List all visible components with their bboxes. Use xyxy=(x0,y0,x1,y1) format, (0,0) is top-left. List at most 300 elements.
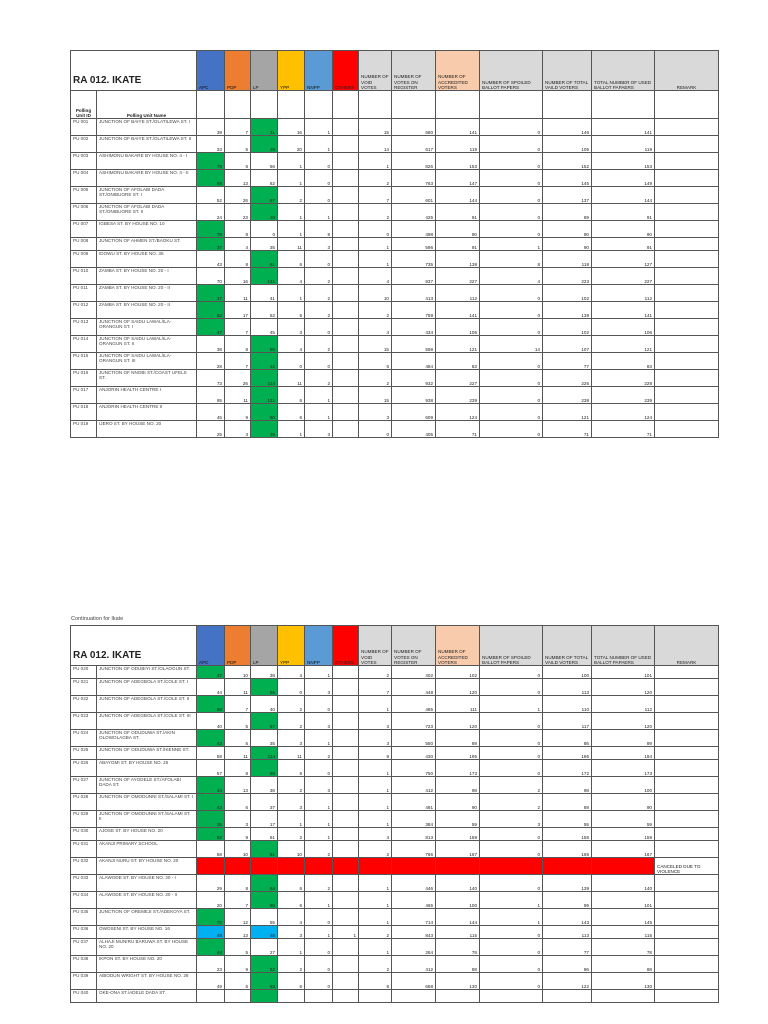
cell-apc: 57 xyxy=(197,760,225,777)
polling-unit-id: PU 019 xyxy=(71,421,97,438)
cell-valid: 90 xyxy=(543,221,592,238)
cell-pdp: 23 xyxy=(225,204,251,221)
cell-spoiled: 0 xyxy=(480,404,543,421)
cell-ypp: 2 xyxy=(278,696,305,713)
table-row xyxy=(71,956,719,973)
cell-pdp: 7 xyxy=(225,319,251,336)
cell-ypp: 2 xyxy=(278,828,305,841)
table-row xyxy=(71,909,719,926)
empty-cell xyxy=(359,91,392,119)
polling-unit-id: PU 033 xyxy=(71,875,97,892)
polling-unit-name: ALAWODE ST. BY HOUSE NO. 20 - II xyxy=(97,892,197,909)
cell-others xyxy=(333,858,359,875)
cell-void xyxy=(359,858,392,875)
cell-used: 194 xyxy=(592,747,655,760)
cell-lp: 17 xyxy=(251,811,278,828)
table-row xyxy=(71,153,719,170)
cell-ypp: 3 xyxy=(278,926,305,939)
cell-apc: 95 xyxy=(197,387,225,404)
cell-lp: 52 xyxy=(251,302,278,319)
cell-lp: 36 xyxy=(251,777,278,794)
cell-register: 413 xyxy=(392,285,436,302)
metric-header-register: NUMBER OF VOTES ON REGISTER xyxy=(392,626,436,666)
cell-lp: 45 xyxy=(251,319,278,336)
cell-valid: 146 xyxy=(543,119,592,136)
cell-register: 498 xyxy=(392,221,436,238)
polling-unit-name: JUNCTION OF OMODUNNI ST./SALAMI ST. II xyxy=(97,811,197,828)
cell-nnpp xyxy=(305,990,333,1003)
empty-cell xyxy=(592,91,655,119)
cell-pdp: 10 xyxy=(225,666,251,679)
cell-pdp: 12 xyxy=(225,909,251,926)
cell-register: 485 xyxy=(392,696,436,713)
cell-accredited: 124 xyxy=(436,404,480,421)
cell-accredited xyxy=(436,858,480,875)
cell-ypp: 3 xyxy=(278,730,305,747)
cell-nnpp: 1 xyxy=(305,828,333,841)
cell-valid: 118 xyxy=(543,251,592,268)
cell-used: 59 xyxy=(592,811,655,828)
cell-spoiled: 0 xyxy=(480,973,543,990)
cell-remark xyxy=(655,956,719,973)
cell-lp: 42 xyxy=(251,353,278,370)
cell-valid: 77 xyxy=(543,353,592,370)
cell-pdp: 3 xyxy=(225,421,251,438)
cell-lp: 55 xyxy=(251,336,278,353)
table-row xyxy=(71,939,719,956)
cell-others xyxy=(333,713,359,730)
cell-valid: 113 xyxy=(543,926,592,939)
cell-register: 434 xyxy=(392,319,436,336)
header-row xyxy=(71,51,719,91)
cell-pdp: 11 xyxy=(225,747,251,760)
cell-apc: 35 xyxy=(197,811,225,828)
cell-spoiled: 8 xyxy=(480,251,543,268)
polling-unit-id: PU 003 xyxy=(71,153,97,170)
cell-others: 1 xyxy=(333,926,359,939)
cell-spoiled: 0 xyxy=(480,204,543,221)
polling-unit-name: OWOSENI ST. BY HOUSE NO. 16 xyxy=(97,926,197,939)
cell-accredited: 159 xyxy=(436,828,480,841)
cell-spoiled: 4 xyxy=(480,268,543,285)
empty-cell xyxy=(197,91,225,119)
cell-remark xyxy=(655,909,719,926)
party-header-apc: APC xyxy=(197,51,225,91)
polling-unit-id: PU 032 xyxy=(71,858,97,875)
cell-nnpp: 1 xyxy=(305,892,333,909)
cell-pdp: 16 xyxy=(225,268,251,285)
cell-void: 2 xyxy=(359,666,392,679)
cell-nnpp: 0 xyxy=(305,696,333,713)
cell-remark xyxy=(655,828,719,841)
cell-spoiled xyxy=(480,858,543,875)
cell-nnpp: 2 xyxy=(305,875,333,892)
cell-pdp: 7 xyxy=(225,696,251,713)
cell-void: 8 xyxy=(359,973,392,990)
cell-ypp: 1 xyxy=(278,811,305,828)
cell-used: 167 xyxy=(592,841,655,858)
cell-accredited: 115 xyxy=(436,926,480,939)
cell-remark xyxy=(655,892,719,909)
metric-header-accredited: NUMBER OF ACCREDITED VOTERS xyxy=(436,51,480,91)
cell-pdp: 5 xyxy=(225,973,251,990)
cell-register: 448 xyxy=(392,679,436,696)
cell-lp: 40 xyxy=(251,204,278,221)
cell-others xyxy=(333,747,359,760)
cell-lp: 52 xyxy=(251,956,278,973)
cell-used: 127 xyxy=(592,251,655,268)
cell-apc: 44 xyxy=(197,777,225,794)
cell-remark: CANCELED DUE TO VIOLENCE xyxy=(655,858,719,875)
cell-valid: 86 xyxy=(543,730,592,747)
cell-lp: 48 xyxy=(251,926,278,939)
polling-unit-name: JUNCTION OF ADEGBOLA ST./COLE ST. I xyxy=(97,679,197,696)
table-row xyxy=(71,187,719,204)
cell-nnpp: 0 xyxy=(305,170,333,187)
cell-spoiled: 0 xyxy=(480,666,543,679)
cell-remark xyxy=(655,811,719,828)
polling-unit-id: PU 014 xyxy=(71,336,97,353)
cell-others xyxy=(333,909,359,926)
cell-nnpp: 0 xyxy=(305,973,333,990)
cell-apc: 23 xyxy=(197,956,225,973)
polling-unit-name: JUNCTION OF OMODUNNI ST./SALAMI ST. I xyxy=(97,794,197,811)
cell-accredited: 153 xyxy=(436,153,480,170)
cell-accredited: 59 xyxy=(436,811,480,828)
cell-others xyxy=(333,696,359,713)
cell-lp: 131 xyxy=(251,268,278,285)
cell-apc: 52 xyxy=(197,187,225,204)
cell-lp: 94 xyxy=(251,875,278,892)
cell-lp: 27 xyxy=(251,939,278,956)
cell-spoiled: 0 xyxy=(480,187,543,204)
party-header-nnpp: NNPP xyxy=(305,626,333,666)
cell-register: 601 xyxy=(392,187,436,204)
cell-ypp: 20 xyxy=(278,136,305,153)
table-row xyxy=(71,319,719,336)
empty-cell xyxy=(278,91,305,119)
cell-lp: 114 xyxy=(251,370,278,387)
table-row xyxy=(71,875,719,892)
cell-void: 4 xyxy=(359,319,392,336)
cell-nnpp: 2 xyxy=(305,841,333,858)
cell-accredited: 173 xyxy=(436,760,480,777)
cell-pdp: 26 xyxy=(225,370,251,387)
cell-apc: 58 xyxy=(197,841,225,858)
cell-nnpp: 1 xyxy=(305,811,333,828)
cell-apc: 25 xyxy=(197,421,225,438)
cell-ypp: 3 xyxy=(278,794,305,811)
cell-void: 14 xyxy=(359,136,392,153)
cell-apc: 20 xyxy=(197,892,225,909)
cell-accredited: 141 xyxy=(436,302,480,319)
polling-unit-name: JUNCTION OF ODUBIYI ST./OLAOGUN ST. xyxy=(97,666,197,679)
polling-unit-id: PU 029 xyxy=(71,811,97,828)
cell-spoiled: 0 xyxy=(480,302,543,319)
cell-nnpp: 1 xyxy=(305,136,333,153)
polling-unit-name: JUNCTION OF SAIDU LAWAL/ILA-ORANGUN ST. II xyxy=(97,336,197,353)
cell-accredited: 138 xyxy=(436,251,480,268)
cell-valid: 165 xyxy=(543,841,592,858)
cell-used: 144 xyxy=(592,187,655,204)
polling-unit-name: JUNCTION OF SAIDU LAWAL/ILA-ORANGUN ST. I xyxy=(97,319,197,336)
cell-valid: 139 xyxy=(543,302,592,319)
polling-unit-name: JUNCTION OF ODUDUWA ST./IKENNE ST. xyxy=(97,747,197,760)
cell-spoiled: 0 xyxy=(480,841,543,858)
cell-ypp: 1 xyxy=(278,221,305,238)
cell-remark xyxy=(655,119,719,136)
cell-void: 0 xyxy=(359,221,392,238)
cell-accredited xyxy=(436,990,480,1003)
cell-valid: 107 xyxy=(543,336,592,353)
cell-valid: 155 xyxy=(543,828,592,841)
cell-void: 7 xyxy=(359,187,392,204)
cell-pdp: 5 xyxy=(225,939,251,956)
cell-register: 446 xyxy=(392,875,436,892)
table-row xyxy=(71,730,719,747)
results-table-2 xyxy=(70,625,719,1003)
cell-nnpp: 1 xyxy=(305,730,333,747)
polling-unit-id: PU 020 xyxy=(71,666,97,679)
cell-nnpp: 3 xyxy=(305,679,333,696)
cell-accredited: 71 xyxy=(436,421,480,438)
cell-void: 9 xyxy=(359,747,392,760)
cell-nnpp: 1 xyxy=(305,926,333,939)
cell-nnpp: 1 xyxy=(305,404,333,421)
cell-pdp: 4 xyxy=(225,238,251,251)
cell-pdp: 8 xyxy=(225,221,251,238)
cell-accredited: 120 xyxy=(436,679,480,696)
cell-spoiled: 0 xyxy=(480,828,543,841)
cell-spoiled: 0 xyxy=(480,319,543,336)
polling-unit-name: ALAWODE ST. BY HOUSE NO. 20 - I xyxy=(97,875,197,892)
table-row xyxy=(71,119,719,136)
cell-spoiled: 0 xyxy=(480,956,543,973)
metric-header-register: NUMBER OF VOTES ON REGISTER xyxy=(392,51,436,91)
cell-valid: 105 xyxy=(543,136,592,153)
polling-unit-name: IGBESA ST. BY HOUSE NO. 10 xyxy=(97,221,197,238)
cell-pdp: 7 xyxy=(225,119,251,136)
polling-unit-id: PU 025 xyxy=(71,747,97,760)
cell-nnpp: 0 xyxy=(305,187,333,204)
polling-unit-id: PU 013 xyxy=(71,319,97,336)
cell-lp xyxy=(251,858,278,875)
cell-ypp: 5 xyxy=(278,302,305,319)
cell-others xyxy=(333,285,359,302)
cell-spoiled: 0 xyxy=(480,285,543,302)
cell-apc: 47 xyxy=(197,285,225,302)
cell-void: 1 xyxy=(359,909,392,926)
cell-spoiled xyxy=(480,990,543,1003)
cell-accredited: 147 xyxy=(436,170,480,187)
cell-used: 106 xyxy=(592,319,655,336)
cell-accredited: 140 xyxy=(436,875,480,892)
cell-lp: 0 xyxy=(251,221,278,238)
cell-others xyxy=(333,387,359,404)
table-row xyxy=(71,760,719,777)
cell-lp: 48 xyxy=(251,136,278,153)
cell-pdp: 9 xyxy=(225,404,251,421)
cell-spoiled: 0 xyxy=(480,926,543,939)
cell-remark xyxy=(655,777,719,794)
cell-others xyxy=(333,319,359,336)
cell-remark xyxy=(655,136,719,153)
cell-spoiled: 1 xyxy=(480,909,543,926)
cell-accredited: 195 xyxy=(436,747,480,760)
table-row xyxy=(71,370,719,387)
cell-ypp: 6 xyxy=(278,892,305,909)
cell-nnpp: 0 xyxy=(305,319,333,336)
cell-remark xyxy=(655,387,719,404)
cell-others xyxy=(333,730,359,747)
cell-nnpp: 2 xyxy=(305,268,333,285)
cell-ypp: 0 xyxy=(278,353,305,370)
cell-valid: 137 xyxy=(543,187,592,204)
cell-valid: 145 xyxy=(543,170,592,187)
cell-others xyxy=(333,238,359,251)
cell-ypp: 2 xyxy=(278,777,305,794)
cell-used: 119 xyxy=(592,136,655,153)
cell-apc: 29 xyxy=(197,875,225,892)
cell-remark xyxy=(655,187,719,204)
cell-apc: 62 xyxy=(197,302,225,319)
cell-lp: 61 xyxy=(251,251,278,268)
cell-remark xyxy=(655,747,719,760)
cell-nnpp: 0 xyxy=(305,153,333,170)
cell-nnpp: 2 xyxy=(305,336,333,353)
polling-unit-name: JUNCTION OF BAIYE ST./OLATILEWA ST. II xyxy=(97,136,197,153)
polling-unit-name: JUNCTION OF BAIYE ST./OLATILEWA ST. I xyxy=(97,119,197,136)
polling-unit-name: AJOSE ST. BY HOUSE NO. 20 xyxy=(97,828,197,841)
table-row xyxy=(71,747,719,760)
remark-header: REMARK xyxy=(655,626,719,666)
cell-apc: 58 xyxy=(197,747,225,760)
cell-others xyxy=(333,336,359,353)
cell-spoiled: 0 xyxy=(480,679,543,696)
cell-others xyxy=(333,268,359,285)
polling-unit-id: PU 038 xyxy=(71,956,97,973)
cell-valid: 77 xyxy=(543,939,592,956)
cell-accredited: 227 xyxy=(436,268,480,285)
cell-apc: 40 xyxy=(197,713,225,730)
cell-ypp: 6 xyxy=(278,251,305,268)
cell-lp: 66 xyxy=(251,153,278,170)
cell-used: 91 xyxy=(592,238,655,251)
cell-void: 1 xyxy=(359,875,392,892)
cell-spoiled: 0 xyxy=(480,221,543,238)
cell-pdp: 5 xyxy=(225,136,251,153)
empty-cell xyxy=(392,91,436,119)
cell-pdp: 8 xyxy=(225,760,251,777)
cell-void: 7 xyxy=(359,679,392,696)
party-header-pdp: PDP xyxy=(225,51,251,91)
cell-spoiled: 0 xyxy=(480,421,543,438)
cell-valid: 172 xyxy=(543,760,592,777)
polling-unit-name: ZAMBA ST. BY HOUSE NO. 20 - II xyxy=(97,285,197,302)
cell-ypp: 1 xyxy=(278,153,305,170)
cell-used: 100 xyxy=(592,777,655,794)
cell-apc: 73 xyxy=(197,370,225,387)
polling-unit-name: ZAMBA ST. BY HOUSE NO. 20 - I xyxy=(97,268,197,285)
polling-unit-name: JUNCTION OF ADEGBOLA ST./COLE ST. II xyxy=(97,696,197,713)
cell-spoiled: 0 xyxy=(480,939,543,956)
cell-lp: 35 xyxy=(251,730,278,747)
cell-nnpp xyxy=(305,858,333,875)
cell-others xyxy=(333,679,359,696)
cell-apc: 49 xyxy=(197,973,225,990)
cell-pdp: 11 xyxy=(225,679,251,696)
cell-spoiled: 0 xyxy=(480,387,543,404)
cell-pdp xyxy=(225,990,251,1003)
cell-lp: 98 xyxy=(251,760,278,777)
cell-void: 3 xyxy=(359,730,392,747)
cell-apc: 42 xyxy=(197,794,225,811)
cell-register: 465 xyxy=(392,892,436,909)
cell-nnpp: 1 xyxy=(305,387,333,404)
cell-used: 115 xyxy=(592,926,655,939)
table-row xyxy=(71,990,719,1003)
cell-remark xyxy=(655,221,719,238)
polling-unit-name: JUNCTION OF AHMEN ST./BAOKU ST. xyxy=(97,238,197,251)
cell-void xyxy=(359,990,392,1003)
cell-remark xyxy=(655,285,719,302)
cell-remark xyxy=(655,370,719,387)
cell-others xyxy=(333,956,359,973)
cell-lp: 114 xyxy=(251,747,278,760)
cell-remark xyxy=(655,336,719,353)
cell-ypp xyxy=(278,990,305,1003)
cell-spoiled: 3 xyxy=(480,811,543,828)
cell-void: 2 xyxy=(359,956,392,973)
cell-register: 735 xyxy=(392,251,436,268)
cell-register: 932 xyxy=(392,370,436,387)
cell-others xyxy=(333,666,359,679)
cell-register: 264 xyxy=(392,939,436,956)
table-row xyxy=(71,221,719,238)
cell-used: 91 xyxy=(592,204,655,221)
cell-spoiled: 0 xyxy=(480,170,543,187)
cell-lp: 62 xyxy=(251,170,278,187)
remark-header: REMARK xyxy=(655,51,719,91)
cell-accredited: 141 xyxy=(436,119,480,136)
cell-lp: 63 xyxy=(251,973,278,990)
cell-register: 405 xyxy=(392,421,436,438)
polling-unit-name: JUNCTION OF ODUDUWA ST./AKIN OLOWOLAGBA ST. xyxy=(97,730,197,747)
cell-valid: 55 xyxy=(543,811,592,828)
party-header-ypp: YPP xyxy=(278,626,305,666)
continuation-note: Continuation for Ikate xyxy=(71,616,124,622)
polling-unit-id: PU 023 xyxy=(71,713,97,730)
polling-unit-id: PU 012 xyxy=(71,302,97,319)
polling-unit-id: PU 017 xyxy=(71,387,97,404)
cell-valid xyxy=(543,858,592,875)
polling-unit-id: PU 007 xyxy=(71,221,97,238)
cell-accredited: 102 xyxy=(436,666,480,679)
cell-remark xyxy=(655,990,719,1003)
polling-unit-id: PU 026 xyxy=(71,760,97,777)
cell-others xyxy=(333,119,359,136)
cell-nnpp: 1 xyxy=(305,794,333,811)
cell-apc: 47 xyxy=(197,319,225,336)
cell-lp: 40 xyxy=(251,696,278,713)
cell-lp: 55 xyxy=(251,909,278,926)
cell-nnpp: 3 xyxy=(305,238,333,251)
polling-unit-name: IKPON ST. BY HOUSE NO. 20 xyxy=(97,956,197,973)
cell-pdp: 6 xyxy=(225,794,251,811)
cell-lp: 121 xyxy=(251,387,278,404)
cell-ypp: 1 xyxy=(278,204,305,221)
cell-apc xyxy=(197,858,225,875)
